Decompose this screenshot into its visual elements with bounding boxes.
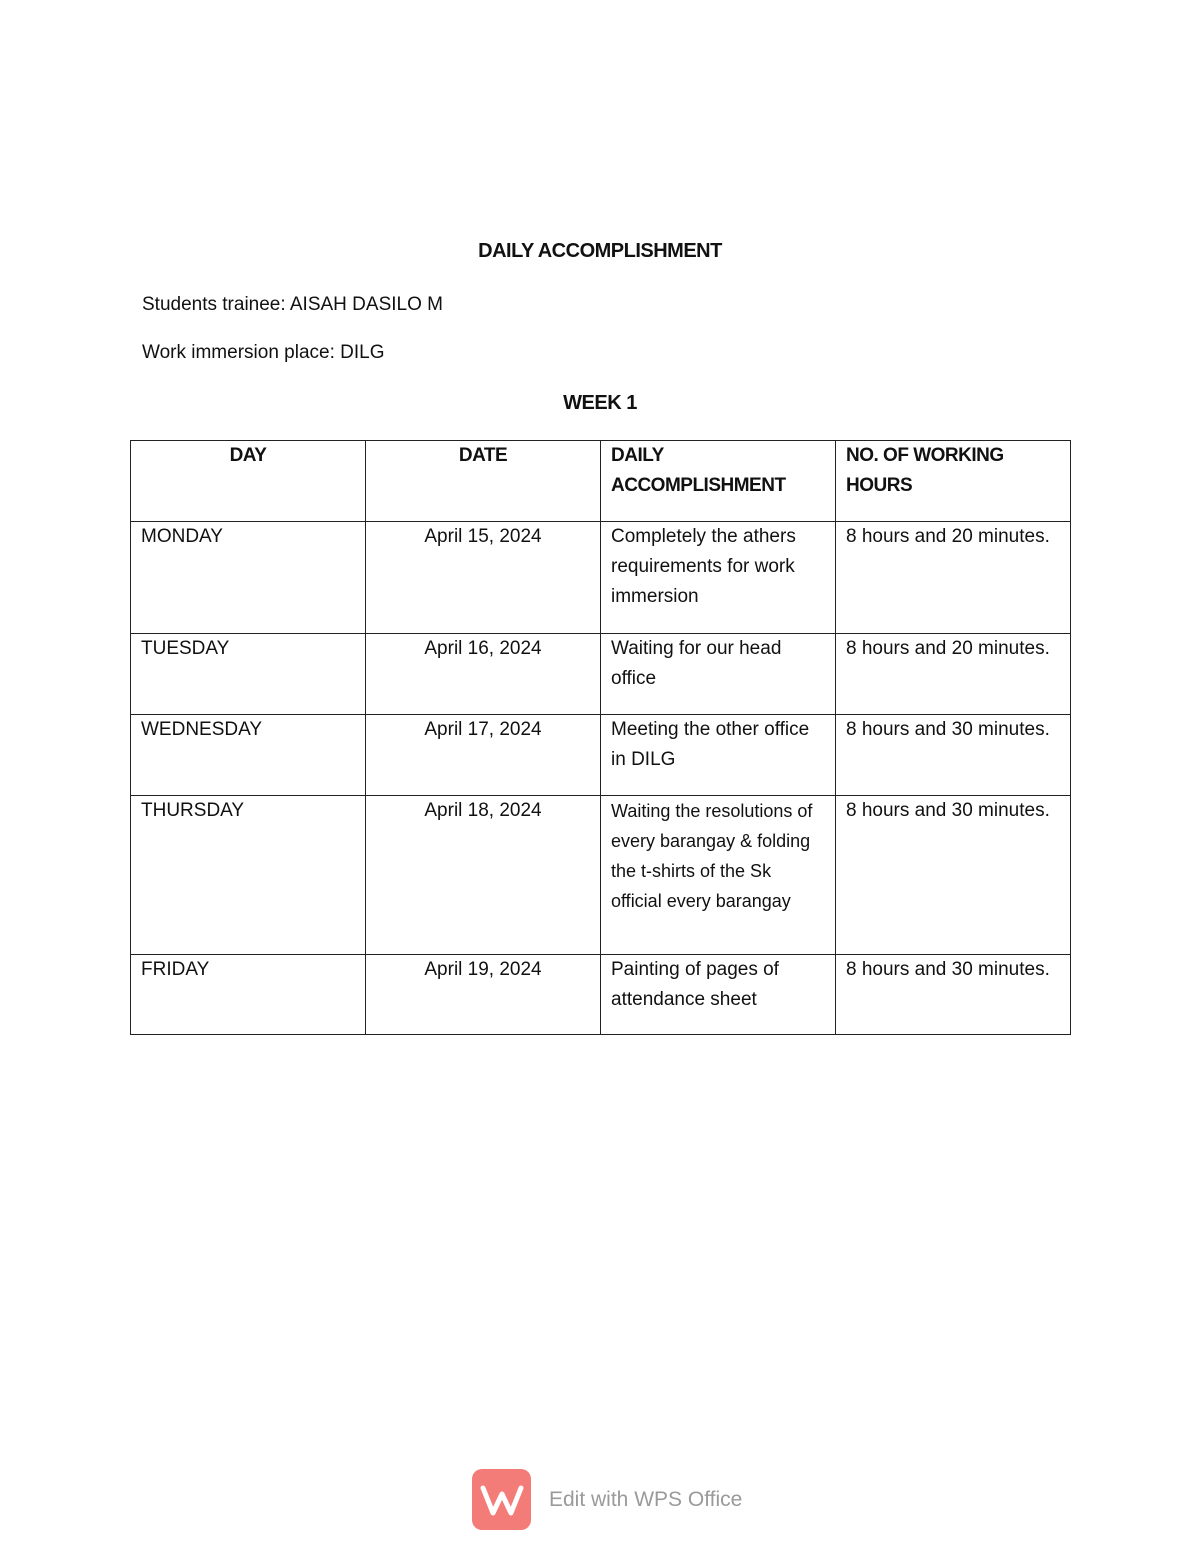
header-hours: NO. OF WORKING HOURS xyxy=(836,441,1071,522)
table-row xyxy=(131,634,1071,715)
cell-hours: 8 hours and 30 minutes. xyxy=(836,955,1071,1035)
cell-day: TUESDAY xyxy=(131,634,366,715)
wps-edit-banner[interactable] xyxy=(472,1469,742,1530)
cell-hours: 8 hours and 30 minutes. xyxy=(836,796,1071,955)
wps-edit-link[interactable]: Edit with WPS Office xyxy=(549,1487,743,1511)
table-row xyxy=(131,955,1071,1035)
table-row xyxy=(131,796,1071,955)
cell-day: THURSDAY xyxy=(131,796,366,955)
immersion-place-line: Work immersion place: DILG xyxy=(142,342,385,363)
wps-office-logo-icon[interactable] xyxy=(472,1469,531,1530)
cell-day: FRIDAY xyxy=(131,955,366,1035)
cell-accomplishment: Painting of pages of attendance sheet xyxy=(601,955,836,1035)
cell-hours: 8 hours and 20 minutes. xyxy=(836,634,1071,715)
cell-hours: 8 hours and 20 minutes. xyxy=(836,522,1071,634)
cell-date: April 17, 2024 xyxy=(366,715,601,796)
table-row xyxy=(131,715,1071,796)
header-date: DATE xyxy=(366,441,601,522)
table-header-row xyxy=(131,441,1071,522)
cell-day: WEDNESDAY xyxy=(131,715,366,796)
cell-date: April 19, 2024 xyxy=(366,955,601,1035)
cell-day: MONDAY xyxy=(131,522,366,634)
cell-accomplishment: Completely the athers requirements for work immersion xyxy=(601,522,836,634)
header-day: DAY xyxy=(131,441,366,522)
trainee-line: Students trainee: AISAH DASILO M xyxy=(142,294,443,315)
cell-accomplishment: Meeting the other office in DILG xyxy=(601,715,836,796)
cell-date: April 16, 2024 xyxy=(366,634,601,715)
table-row xyxy=(131,522,1071,634)
header-accomplishment: DAILY ACCOMPLISHMENT xyxy=(601,441,836,522)
cell-hours: 8 hours and 30 minutes. xyxy=(836,715,1071,796)
week-heading: WEEK 1 xyxy=(563,392,637,414)
accomplishment-table xyxy=(130,440,1071,1035)
cell-date: April 18, 2024 xyxy=(366,796,601,955)
cell-accomplishment: Waiting for our head office xyxy=(601,634,836,715)
cell-date: April 15, 2024 xyxy=(366,522,601,634)
cell-accomplishment: Waiting the resolutions of every barangay & folding the t-shirts of the Sk official every barangay xyxy=(601,796,836,955)
document-title: DAILY ACCOMPLISHMENT xyxy=(478,240,722,262)
